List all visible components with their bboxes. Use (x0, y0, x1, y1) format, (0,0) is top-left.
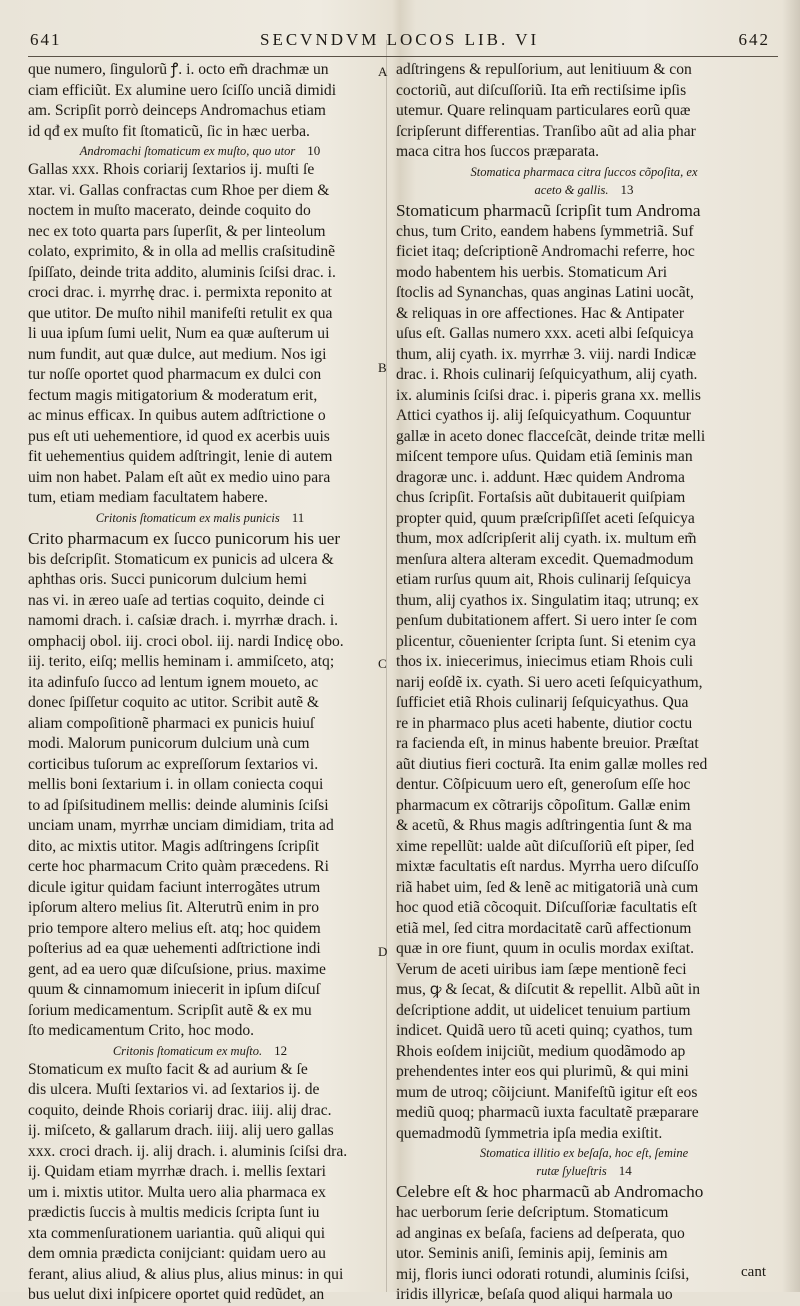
text-line: Rhois eoſdem inijciũt, medium quodãmodo ap (396, 1042, 686, 1060)
text-line: chus, tum Crito, eandem habens ſymmetriã. Suf (396, 222, 694, 240)
text-line: xime repellũt: ualde aũt diſcuſſoriũ eſt piper, ſed (396, 837, 695, 855)
text-line: miſcent tempore uſus. Quidam etiã ſeminis man (396, 448, 693, 465)
margin-marker: C (378, 656, 387, 671)
text-line: donec ſpiſſetur coquito ac utitor. Scribit autẽ & (28, 694, 320, 711)
text-line: ij. miſceto, & gallarum drach. iiij. alij uero gallas (28, 1122, 334, 1139)
text-line: pharmacum ex cõtrarijs cõpoſitum. Gallæ enim (396, 796, 691, 814)
text-line: Verum de aceti uiribus iam ſæpe mentionẽ feci (396, 960, 687, 978)
text-line: iridis illyricæ, beſaſa quod aliqui harmala uo (396, 1286, 673, 1303)
section-heading-text: Critonis ſtomaticum ex muſto. (112, 1043, 263, 1058)
text-line: aũt diutius fieri cocturã. Ita enim gallæ molles red (396, 755, 708, 773)
text-line: namomi drach. i. caſsiæ drach. i. myrrhæ drach. i. (28, 612, 339, 629)
section-number: 10 (307, 143, 321, 158)
text-line: mum de utroq; cõijciunt. Manifeſtũ igitur eſt eos (396, 1083, 698, 1101)
text-line: thos ix. iniecerimus, iniecimus etiam Rhois culi (396, 653, 694, 670)
text-line: corticibus tuſorum ac expreſſorum ſextarios vi. (28, 755, 319, 773)
text-line: uim non habet. Palam eſt aũt ex medio uino para (28, 468, 331, 486)
text-line: ad anginas ex beſaſa, faciens ad deſperata, quo (396, 1224, 685, 1242)
text-line: ra facienda eſt, in minus habente breuior. Præſtat (396, 735, 699, 752)
text-line: drac. i. Rhois culinarij ſeſquicyathum, alij cyath. (396, 366, 698, 383)
text-line: Attici cyathos ij. alij ſeſquicyathum. Coquuntur (396, 407, 691, 424)
text-line: aliam compoſitionẽ pharmaci ex punicis huiuſ (28, 714, 315, 732)
text-line: maca citra hos ſuccos præparata. (396, 143, 600, 160)
page-number-right: 642 (738, 30, 770, 49)
section-heading (396, 163, 772, 181)
text-line: ix. aluminis ſciſsi drac. i. piperis grana xx. mellis (396, 386, 701, 404)
text-line: quæ in ore fiunt, quum in oculis mordax exiſtat. (396, 940, 694, 957)
text-line: thum, mox adſcripſerit alij cyath. ix. multum em̃ (396, 530, 697, 547)
text-line: plicentur, cõuenienter ſcripta ſunt. Si etenim cya (396, 632, 696, 650)
text-line: mediũ quoq; pharmacũ iuxta facultatẽ præparare (396, 1104, 699, 1121)
text-line: bis deſcripſit. Stomaticum ex punicis ad ulcera & (28, 550, 334, 568)
text-line: ſpiſſato, deinde trita addito, aluminis ſciſsi drac. i. (28, 263, 336, 281)
section-number: 13 (620, 181, 634, 197)
catchword: cant (741, 1264, 766, 1280)
text-line: utor. Seminis aniſi, ſeminis apij, ſeminis am (396, 1245, 668, 1262)
text-line: coctoriũ, aut diſcuſſoriũ. Ita em̃ rectiſsime ipſis (396, 81, 687, 99)
text-line: re in pharmaco plus aceti habente, diutior coctu (396, 714, 693, 732)
text-line: aphthas oris. Succi punicorum dulcium hemi (28, 571, 307, 588)
right-text-column (396, 60, 772, 1306)
section-heading-text: Stomatica illitio ex beſaſa, hoc eſt, ſemine (479, 1146, 689, 1160)
page-number-left: 641 (30, 30, 62, 49)
text-line: dragoræ unc. i. addunt. Hæc quidem Androma (396, 468, 685, 486)
text-line: adſtringens & repulſorium, aut lenitiuum & con (396, 61, 692, 78)
section-heading (396, 181, 772, 199)
text-line: Stomaticum ex muſto facit & ad aurium & ſe (28, 1060, 308, 1078)
text-line: ſorium medicamentum. Scripſit autẽ & ex mu (28, 1001, 312, 1019)
text-line: xta commenſurationem uariantia. quũ aliqui qui (28, 1224, 326, 1242)
text-line: mij, floris iunci odorati rotundi, aluminis ſciſsi, (396, 1265, 690, 1283)
text-line: coquito, deinde Rhois coriarij drac. iiij. alij drac. (28, 1101, 332, 1119)
text-line: dem omnia prædicta conijciant: quidam uero au (28, 1245, 326, 1262)
text-line: ferant, alius aliud, & alius plus, alius minus: in qui (28, 1265, 344, 1283)
text-line: riã habet uim, ſed & lenẽ ac mitigatoriã unà cum (396, 878, 699, 896)
text-line: ſufficiet etiã Rhois culinarij ſeſquicyathus. Qua (396, 694, 689, 711)
text-line: gent, ad ea uero quæ diſcuſsione, prius. maxime (28, 960, 326, 978)
section-heading-text: Critonis ſtomaticum ex malis punicis (95, 510, 280, 525)
text-line: xtar. vi. Gallas confractas cum Rhoe per diem & (28, 181, 330, 199)
text-line: que numero, ſingulorũ ꝭ. i. octo em̃ drachmæ un (28, 61, 329, 78)
text-line: poſterius ad ea quæ uehementi adſtrictione indi (28, 940, 321, 957)
text-line: quemadmodũ ſymmetria ipſa media exiſtit. (396, 1124, 663, 1142)
text-line: num fundit, aut quæ dulce, aut medium. Nos igi (28, 345, 327, 363)
text-line: fit uehementius quidem adſtringit, lenie di autem (28, 448, 333, 465)
text-line: chus ſcripſit. Fortaſsis aũt dubitauerit quiſpiam (396, 489, 686, 506)
page-edge-shadow (782, 0, 800, 1292)
text-line: Stomaticum pharmacũ ſcripſit tum Androma (396, 200, 701, 220)
text-line: mellis boni ſextarium i. in ollam coniecta coqui (28, 776, 324, 793)
margin-marker: B (378, 360, 387, 375)
section-number: 14 (618, 1163, 632, 1178)
text-line: ac minus efficax. In quibus autem adſtrictione o (28, 407, 326, 424)
text-line: thum, alij cyath. ix. myrrhæ 3. viij. nardi Indicæ (396, 345, 697, 363)
text-line: pus eſt uti uehementiore, id quod ex acerbis uuis (28, 427, 330, 445)
text-line: Crito pharmacum ex ſucco punicorum his uer (28, 528, 341, 548)
section-heading-text: Andromachi ſtomaticum ex muſto, quo utor (79, 144, 296, 158)
text-line: etiam rurſus quum ait, Rhois culinarij ſeſquicya (396, 571, 691, 588)
text-line: narij eoſdẽ ix. cyath. Si uero aceti ſeſquicyathum, (396, 673, 703, 691)
text-line: nas vi. in æreo uaſe ad tertias coquito, deinde ci (28, 591, 325, 609)
text-line: ipſorum altero melius ſit. Alterutrũ enim in pro (28, 899, 320, 916)
text-line: & acetũ, & Rhus magis adſtringentia ſunt & ma (396, 817, 692, 834)
text-line: penſum dubitationem affert. Si uero inter ſe com (396, 612, 698, 629)
section-heading-text: Stomatica pharmaca citra ſuccos cõpoſita, ex (470, 164, 698, 179)
section-heading (28, 509, 372, 527)
text-line: prehendentes inter eos qui plurimũ, & qui mini (396, 1063, 689, 1080)
text-line: hoc quod etiã cõcoquit. Diſcuſſoriæ facultatis eſt (396, 899, 697, 916)
text-line: iij. terito, eiſq; mellis heminam i. ammiſceto, atq; (28, 653, 335, 670)
section-heading (396, 1144, 772, 1162)
margin-marker: D (378, 944, 388, 959)
text-line: certe hoc pharmacum Crito quàm præcedens. Ri (28, 858, 329, 875)
text-line: ſcripſerunt differentias. Tranſibo aũt ad alia phar (396, 122, 696, 140)
text-line: ita adinfuſo ſucco ad lentum ignem moueto, ac (28, 673, 319, 691)
margin-marker: A (378, 64, 388, 79)
text-line: prio tempore altero melius eſt. atq; hoc quidem (28, 919, 321, 937)
text-line: dicule igitur quidam faciunt interrogãtes utrum (28, 878, 321, 896)
text-line: mixtæ facultatis eſt nardus. Myrrha uero diſcuſſo (396, 858, 699, 875)
text-line: gallæ in aceto donec flacceſcãt, deinde tritæ melli (396, 427, 706, 445)
text-line: noctem in muſto macerato, deinde coquito do (28, 202, 311, 219)
section-heading (28, 1042, 372, 1060)
text-line: colato, exprimito, & in olla ad mellis craſsitudinẽ (28, 243, 336, 260)
text-line: ciam efficiũt. Ex alumine uero ſciſſo unciã dimidi (28, 81, 337, 99)
header-rule (28, 56, 778, 57)
text-line: quum & cinnamomum iniecerit in ipſum diſcuſ (28, 981, 320, 998)
section-heading-text: rutæ ſylueſtris (536, 1164, 607, 1178)
text-line: ſto medicamentum Crito, hoc modo. (28, 1022, 255, 1039)
text-line: utemur. Quare relinquam particulares eorũ quæ (396, 102, 691, 119)
text-line: que utitor. De muſto nihil manifeſti retulit ex qua (28, 304, 333, 322)
text-line: menſura altera alteram excedit. Quemadmodum (396, 550, 694, 568)
text-line: prædictis ſuccis à multis medicis ſcripta ſunt iu (28, 1204, 320, 1221)
text-line: croci drac. i. myrrhę drac. i. permixta reponito at (28, 284, 332, 301)
text-line: & reliquas in ore affectiones. Hac & Antipater (396, 304, 685, 322)
text-line: id qđ ex muſto fit ſtomaticũ, ſic in hæc uerba. (28, 122, 310, 140)
text-line: modi. Malorum punicorum dulcium unà cum (28, 735, 310, 752)
section-heading (396, 1162, 772, 1180)
text-line: ij. Quidam etiam myrrhæ drach. i. mellis ſextari (28, 1163, 326, 1180)
text-line: uſus eſt. Gallas numero xxx. aceti albi ſeſquicya (396, 325, 694, 342)
text-line: ſtoclis ad Synanchas, quas anginas Latini uocãt, (396, 284, 694, 301)
text-line: Celebre eſt & hoc pharmacũ ab Andromacho (396, 1182, 704, 1201)
text-line: am. Scripſit porrò deinceps Andromachus etiam (28, 102, 326, 119)
text-line: xxx. croci drach. ij. alij drach. i. aluminis ſciſsi dra. (28, 1142, 348, 1160)
text-line: to ad ſpiſsitudinem mellis: deinde aluminis ſciſsi (28, 796, 329, 814)
left-text-column (28, 60, 372, 1306)
text-line: propter quid, quum præſcripſiſſet aceti ſeſquicya (396, 509, 695, 527)
running-title: SECVNDVM LOCOS LIB. VI (260, 30, 540, 49)
section-number: 12 (274, 1042, 288, 1058)
text-line: hac uerborum ſerie deſcriptum. Stomaticum (396, 1204, 669, 1221)
text-line: ficiet itaq; deſcriptionẽ Andromachi referre, hoc (396, 243, 695, 260)
text-line: indicet. Quidã uero tũ aceti quinq; cyathos, tum (396, 1022, 693, 1039)
text-line: nec ex toto quarta pars ſuperſit, & per linteolum (28, 222, 326, 240)
text-line: dito, ac mixtis utitor. Magis adſtringens ſcripſit (28, 837, 320, 855)
text-line: Gallas xxx. Rhois coriarij ſextarios ij. muſti ſe (28, 161, 315, 178)
section-number: 11 (291, 509, 305, 525)
text-line: etiã mel, ſed citra mordacitatẽ carũ affectionum (396, 919, 692, 937)
section-heading-text: aceto & gallis. (534, 182, 609, 197)
text-line: bus uelut dixi inſpicere oportet quid redũdet, an (28, 1286, 325, 1303)
text-line: omphacij obol. iij. croci obol. iij. nardi Indicę obo. (28, 632, 344, 650)
text-line: unciam unam, myrrhæ unciam dimidiam, trita ad (28, 817, 334, 834)
text-line: um i. mixtis utitor. Multa uero alia pharmaca ex (28, 1183, 326, 1201)
text-line: deſcriptione addit, ut uidelicet tenuium partium (396, 1001, 691, 1019)
text-line: modo habentem his uerbis. Stomaticum Ari (396, 263, 668, 281)
text-line: dentur. Cõſpicuum uero eſt, generoſum eſſe hoc (396, 776, 691, 793)
section-heading (28, 142, 372, 160)
text-line: mus, ꝙ & ſecat, & diſcutit & repellit. Albũ aũt in (396, 981, 701, 998)
text-line: dis ulcera. Muſti ſextarios vi. ad ſextarios ij. de (28, 1081, 320, 1098)
text-line: tum, etiam mediam facultatem habere. (28, 489, 268, 506)
text-line: fectum magis mitigatorium & moderatum erit, (28, 386, 318, 404)
running-head (22, 30, 778, 56)
text-line: li uua ipſum ſumi uelit, Num ea quæ auſterum ui (28, 325, 330, 342)
text-line: thum, alij cyathos ix. Singulatim itaq; utrunq; ex (396, 591, 699, 609)
text-line: tur noſſe oportet quod pharmacum ex dulci con (28, 366, 322, 383)
